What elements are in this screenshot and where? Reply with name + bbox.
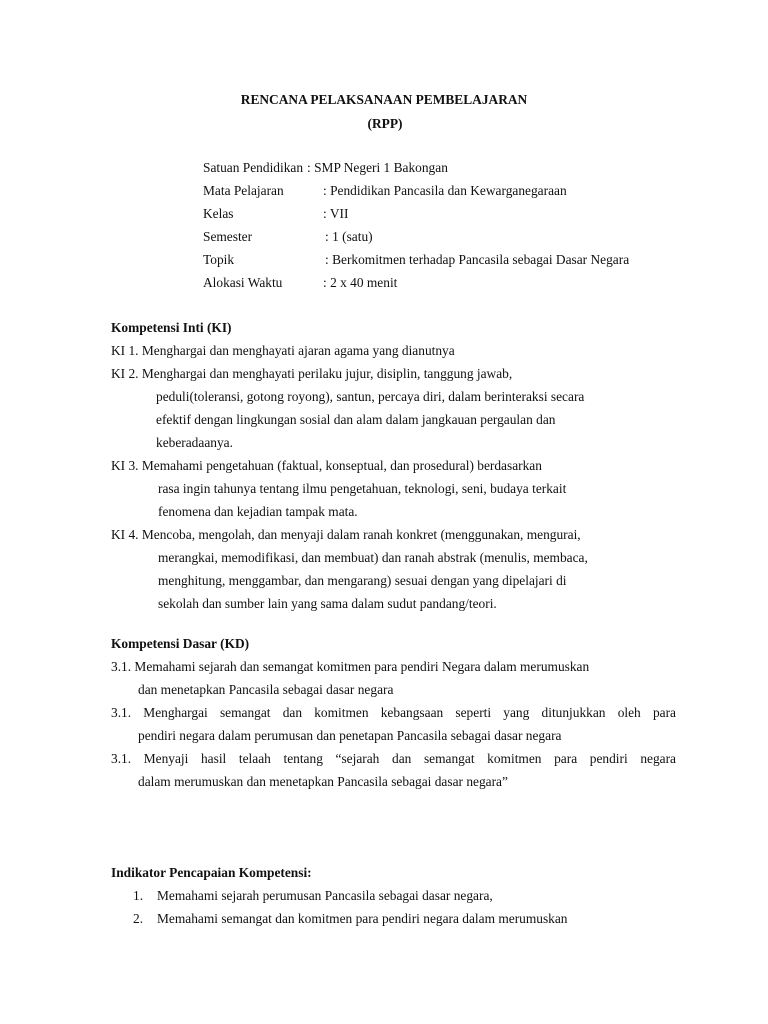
indikator-item-number: 2. <box>133 911 144 926</box>
identity-row <box>203 184 284 197</box>
kd-line: 3.1. Menghargai semangat dan komitmen kebangsaan seperti yang ditunjukkan oleh para <box>111 705 676 720</box>
identity-key: Kelas <box>203 206 234 221</box>
kd-line: pendiri negara dalam perumusan dan penetapan Pancasila sebagai dasar negara <box>138 728 562 743</box>
ki-line: KI 4. Mencoba, mengolah, dan menyaji dalam ranah konkret (menggunakan, mengurai, <box>111 527 581 542</box>
identity-value: : Pendidikan Pancasila dan Kewarganegaraan <box>323 183 567 198</box>
ki-line: KI 1. Menghargai dan menghayati ajaran agama yang dianutnya <box>111 343 455 358</box>
identity-value: : VII <box>323 206 349 221</box>
identity-value: : Berkomitmen terhadap Pancasila sebagai Dasar Negara <box>325 252 630 267</box>
kd-line: 3.1. Menyaji hasil telaah tentang “sejarah dan semangat komitmen para pendiri negara <box>111 751 676 766</box>
indikator-item-text: Memahami sejarah perumusan Pancasila sebagai dasar negara, <box>157 888 493 903</box>
identity-key: Alokasi Waktu <box>203 275 283 290</box>
identity-key: Mata Pelajaran <box>203 183 284 198</box>
ki-line: sekolah dan sumber lain yang sama dalam sudut pandang/teori. <box>158 596 497 611</box>
ki-line: KI 3. Memahami pengetahuan (faktual, konseptual, dan prosedural) berdasarkan <box>111 458 542 473</box>
identity-value: : 1 (satu) <box>325 229 373 244</box>
kd-line: 3.1. Memahami sejarah dan semangat komitmen para pendiri Negara dalam merumuskan <box>111 659 590 674</box>
ki-heading: Kompetensi Inti (KI) <box>111 320 232 335</box>
identity-row <box>203 161 448 174</box>
ki-line: merangkai, memodifikasi, dan membuat) dan ranah abstrak (menulis, membaca, <box>158 550 588 565</box>
indikator-heading: Indikator Pencapaian Kompetensi: <box>111 865 312 880</box>
identity-value: : SMP Negeri 1 Bakongan <box>307 160 448 175</box>
ki-line: efektif dengan lingkungan sosial dan alam dalam jangkauan pergaulan dan <box>156 412 556 427</box>
indikator-item-number: 1. <box>133 888 144 903</box>
kd-heading: Kompetensi Dasar (KD) <box>111 636 250 651</box>
ki-line: menghitung, menggambar, dan mengarang) sesuai dengan yang dipelajari di <box>158 573 567 588</box>
ki-line: KI 2. Menghargai dan menghayati perilaku jujur, disiplin, tanggung jawab, <box>111 366 513 381</box>
identity-key: Satuan Pendidikan <box>203 160 304 175</box>
kd-line: dalam merumuskan dan menetapkan Pancasila sebagai dasar negara” <box>138 774 508 789</box>
document-subtitle: (RPP) <box>367 116 403 131</box>
identity-key: Semester <box>203 229 253 244</box>
indikator-item-text: Memahami semangat dan komitmen para pendiri negara dalam merumuskan <box>157 911 568 926</box>
ki-line: keberadaanya. <box>156 435 233 450</box>
document-title: RENCANA PELAKSANAAN PEMBELAJARAN <box>240 92 528 107</box>
identity-key: Topik <box>203 252 235 267</box>
ki-line: peduli(toleransi, gotong royong), santun, percaya diri, dalam berinteraksi secara <box>156 389 585 404</box>
ki-line: fenomena dan kejadian tampak mata. <box>158 504 358 519</box>
kd-line: dan menetapkan Pancasila sebagai dasar negara <box>138 682 394 697</box>
identity-value: : 2 x 40 menit <box>323 275 398 290</box>
ki-line: rasa ingin tahunya tentang ilmu pengetahuan, teknologi, seni, budaya terkait <box>158 481 567 496</box>
